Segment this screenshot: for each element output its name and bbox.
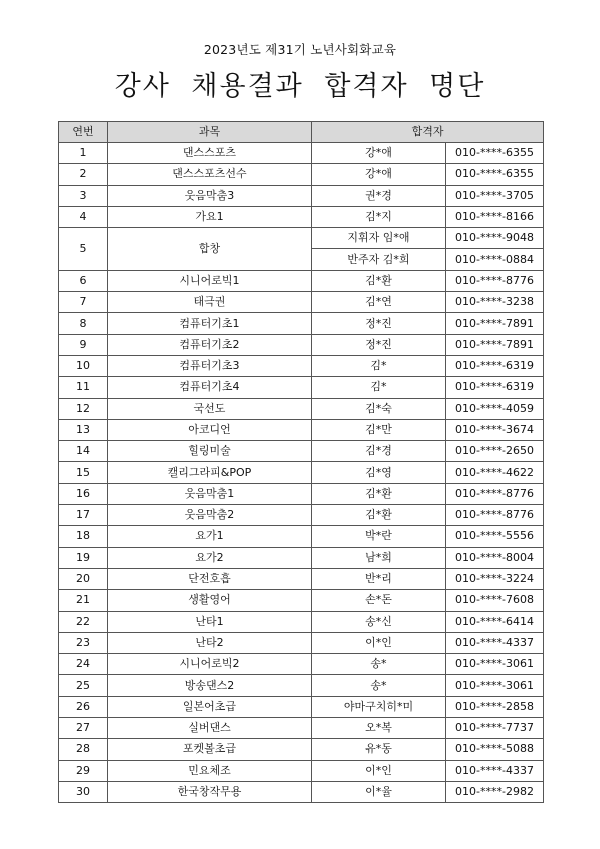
passer-phone: 010-****-3061: [446, 654, 544, 675]
passer-name: 오*복: [312, 718, 446, 739]
subject-cell: 캘리그라피&POP: [108, 462, 312, 483]
table-row: [59, 483, 544, 504]
passer-name: 이*율: [312, 781, 446, 802]
passer-phone: 010-****-6355: [446, 164, 544, 185]
passer-phone: 010-****-6414: [446, 611, 544, 632]
row-number: 9: [59, 334, 108, 355]
table-row: [59, 760, 544, 781]
row-number: 11: [59, 377, 108, 398]
passer-phone: 010-****-8776: [446, 483, 544, 504]
table-row: [59, 739, 544, 760]
table-row: [59, 292, 544, 313]
subject-cell: 컴퓨터기초3: [108, 355, 312, 376]
subject-cell: 가요1: [108, 206, 312, 227]
subject-cell: 요가2: [108, 547, 312, 568]
passer-phone: 010-****-0884: [446, 249, 544, 270]
subject-cell: 난타1: [108, 611, 312, 632]
passer-name: 김*지: [312, 206, 446, 227]
passer-phone: 010-****-4337: [446, 760, 544, 781]
passer-name: 김*만: [312, 419, 446, 440]
passer-phone: 010-****-6319: [446, 377, 544, 398]
row-number: 25: [59, 675, 108, 696]
subject-cell: 단전호흡: [108, 568, 312, 589]
passer-name: 손*돈: [312, 590, 446, 611]
passer-phone: 010-****-6319: [446, 355, 544, 376]
passer-phone: 010-****-3061: [446, 675, 544, 696]
table-row: [59, 718, 544, 739]
passer-phone: 010-****-2650: [446, 441, 544, 462]
passer-phone: 010-****-8004: [446, 547, 544, 568]
table-row: [59, 164, 544, 185]
passer-name: 권*경: [312, 185, 446, 206]
row-number: 20: [59, 568, 108, 589]
row-number: 26: [59, 696, 108, 717]
subject-cell: 실버댄스: [108, 718, 312, 739]
table-header-row: [59, 122, 544, 143]
subject-cell: 컴퓨터기초4: [108, 377, 312, 398]
header-passer: 합격자: [312, 122, 544, 143]
subject-cell: 요가1: [108, 526, 312, 547]
row-number: 13: [59, 419, 108, 440]
subject-cell: 민요체조: [108, 760, 312, 781]
table-row: [59, 143, 544, 164]
table-row: [59, 505, 544, 526]
subject-cell: 웃음막춤1: [108, 483, 312, 504]
row-number: 21: [59, 590, 108, 611]
passer-name: 야마구치히*미: [312, 696, 446, 717]
passer-name: 김*경: [312, 441, 446, 462]
subject-cell: 시니어로빅2: [108, 654, 312, 675]
passer-name: 반*리: [312, 568, 446, 589]
row-number: 28: [59, 739, 108, 760]
subject-cell: 컴퓨터기초1: [108, 313, 312, 334]
row-number: 8: [59, 313, 108, 334]
passer-name: 김*환: [312, 483, 446, 504]
subject-cell: 웃음막춤3: [108, 185, 312, 206]
subject-cell: 댄스스포츠: [108, 143, 312, 164]
subject-cell: 일본어초급: [108, 696, 312, 717]
passer-name: 이*인: [312, 760, 446, 781]
passer-name: 송*: [312, 654, 446, 675]
row-number: 29: [59, 760, 108, 781]
row-number: 18: [59, 526, 108, 547]
row-number: 17: [59, 505, 108, 526]
row-number: 16: [59, 483, 108, 504]
passer-name: 정*진: [312, 313, 446, 334]
table-body: [59, 143, 544, 803]
table-row: [59, 377, 544, 398]
row-number: 27: [59, 718, 108, 739]
passer-phone: 010-****-5088: [446, 739, 544, 760]
subject-cell: 태극권: [108, 292, 312, 313]
passer-phone: 010-****-4622: [446, 462, 544, 483]
passer-phone: 010-****-8776: [446, 505, 544, 526]
passer-name: 강*애: [312, 143, 446, 164]
subject-cell: 방송댄스2: [108, 675, 312, 696]
subject-cell: 시니어로빅1: [108, 270, 312, 291]
passer-phone: 010-****-3224: [446, 568, 544, 589]
passer-phone: 010-****-7891: [446, 313, 544, 334]
subject-cell: 힐링미술: [108, 441, 312, 462]
passer-phone: 010-****-8166: [446, 206, 544, 227]
passer-name: 김*숙: [312, 398, 446, 419]
subject-cell: 난타2: [108, 632, 312, 653]
subject-cell: 컴퓨터기초2: [108, 334, 312, 355]
subject-cell: 국선도: [108, 398, 312, 419]
table-row: [59, 696, 544, 717]
table-row: [59, 611, 544, 632]
passer-phone: 010-****-8776: [446, 270, 544, 291]
passer-name: 지휘자 임*애: [312, 228, 446, 249]
passer-name: 김*환: [312, 505, 446, 526]
table-row: [59, 462, 544, 483]
row-number: 7: [59, 292, 108, 313]
passer-phone: 010-****-3674: [446, 419, 544, 440]
row-number: 12: [59, 398, 108, 419]
passer-phone: 010-****-6355: [446, 143, 544, 164]
passer-name: 박*란: [312, 526, 446, 547]
passer-table: [58, 121, 544, 803]
table-row: [59, 568, 544, 589]
subject-cell: 합창: [108, 228, 312, 271]
passer-name: 김*: [312, 355, 446, 376]
document-title: 강사 채용결과 합격자 명단: [114, 71, 486, 102]
passer-name: 이*인: [312, 632, 446, 653]
table-row: [59, 675, 544, 696]
table-row: [59, 228, 544, 249]
row-number: 4: [59, 206, 108, 227]
row-number: 6: [59, 270, 108, 291]
passer-name: 송*: [312, 675, 446, 696]
passer-name: 반주자 김*희: [312, 249, 446, 270]
passer-phone: 010-****-7891: [446, 334, 544, 355]
row-number: 23: [59, 632, 108, 653]
row-number: 24: [59, 654, 108, 675]
subject-cell: 한국창작무용: [108, 781, 312, 802]
passer-name: 강*애: [312, 164, 446, 185]
row-number: 15: [59, 462, 108, 483]
passer-name: 남*희: [312, 547, 446, 568]
table-row: [59, 313, 544, 334]
table-row: [59, 654, 544, 675]
header-subject: 과목: [108, 122, 312, 143]
table-row: [59, 398, 544, 419]
row-number: 22: [59, 611, 108, 632]
passer-name: 정*진: [312, 334, 446, 355]
passer-name: 김*연: [312, 292, 446, 313]
subject-cell: 댄스스포츠선수: [108, 164, 312, 185]
subject-cell: 웃음막춤2: [108, 505, 312, 526]
table-row: [59, 547, 544, 568]
passer-phone: 010-****-4337: [446, 632, 544, 653]
table-row: [59, 270, 544, 291]
row-number: 14: [59, 441, 108, 462]
row-number: 1: [59, 143, 108, 164]
row-number: 2: [59, 164, 108, 185]
row-number: 30: [59, 781, 108, 802]
passer-phone: 010-****-2858: [446, 696, 544, 717]
passer-phone: 010-****-4059: [446, 398, 544, 419]
subject-cell: 포켓볼초급: [108, 739, 312, 760]
passer-name: 김*: [312, 377, 446, 398]
table-row: [59, 185, 544, 206]
subject-cell: 생활영어: [108, 590, 312, 611]
table-row: [59, 590, 544, 611]
passer-name: 김*영: [312, 462, 446, 483]
table-row: [59, 781, 544, 802]
subject-cell: 아코디언: [108, 419, 312, 440]
row-number: 19: [59, 547, 108, 568]
passer-phone: 010-****-5556: [446, 526, 544, 547]
table-row: [59, 632, 544, 653]
passer-name: 김*환: [312, 270, 446, 291]
table-row: [59, 206, 544, 227]
passer-phone: 010-****-3705: [446, 185, 544, 206]
table-row: [59, 334, 544, 355]
row-number: 5: [59, 228, 108, 271]
passer-phone: 010-****-9048: [446, 228, 544, 249]
table-row: [59, 419, 544, 440]
passer-phone: 010-****-3238: [446, 292, 544, 313]
row-number: 3: [59, 185, 108, 206]
passer-name: 송*신: [312, 611, 446, 632]
passer-phone: 010-****-7737: [446, 718, 544, 739]
passer-phone: 010-****-7608: [446, 590, 544, 611]
passer-name: 유*동: [312, 739, 446, 760]
row-number: 10: [59, 355, 108, 376]
table-row: [59, 441, 544, 462]
passer-phone: 010-****-2982: [446, 781, 544, 802]
table-row: [59, 526, 544, 547]
document-subtitle: 2023년도 제31기 노년사회화교육: [203, 42, 397, 57]
header-no: 연번: [59, 122, 108, 143]
table-row: [59, 355, 544, 376]
